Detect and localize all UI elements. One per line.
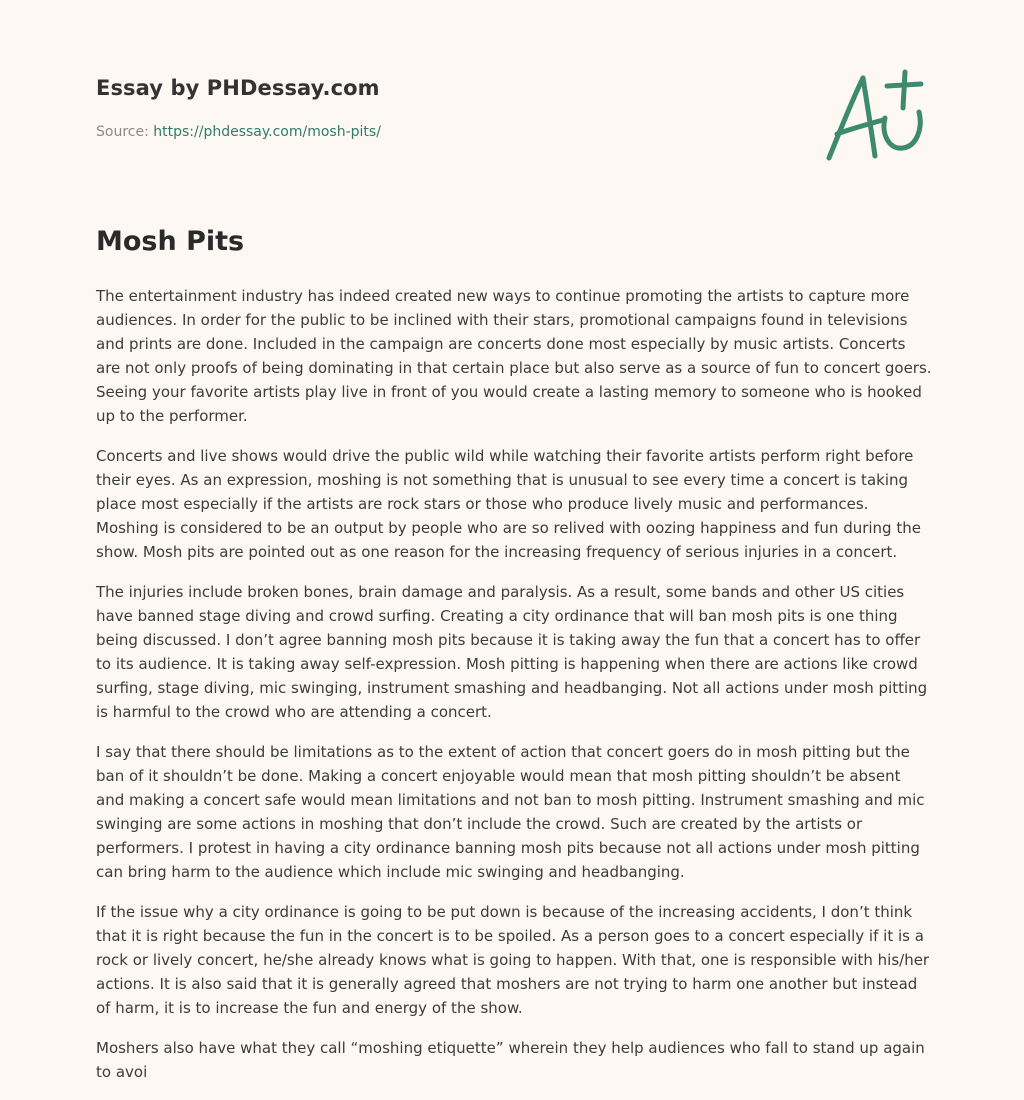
essay-paragraph: I say that there should be limitations as to the extent of action that concert goers do in mosh pitting but the ban of it shouldn’t be done. Making a concert enjoyable would mean that mosh pitting shouldn’t be absent and making a concert safe would mean limitations and not ban to mosh pitting. Instrument smashing and mic swinging are some actions in moshing that don’t include the crowd. Such are created by the artists or performers. I protest in having a city ordinance banning mosh pits because not all actions under mosh pitting can bring harm to the audience which include mic swinging and headbanging. <box>96 743 925 881</box>
source-link[interactable]: https://phdessay.com/mosh-pits/ <box>153 124 381 140</box>
essay-paragraph: If the issue why a city ordinance is going to be put down is because of the increasing accidents, I don’t think that it is right because the fun in the concert is to be spoiled. As a person goes to a concert especially if it is a rock or lively concert, he/she already knows what is going to happen. With that, one is responsible with his/her actions. It is also said that it is generally agreed that moshers are not trying to harm one another but instead of harm, it is to increase the fun and energy of the show. <box>96 903 930 1017</box>
essay-title: Mosh Pits <box>96 226 245 257</box>
essay-paragraph: The injuries include broken bones, brain damage and paralysis. As a result, some bands and other US cities have banned stage diving and crowd surfing. Creating a city ordinance that will ban mosh pits is one thing being discussed. I don’t agree banning mosh pits because it is taking away the fun that a concert has to offer to its audience. It is taking away self-expression. Mosh pitting is happening when there are actions like crowd surfing, stage diving, mic swinging, instrument smashing and headbanging. Not all actions under mosh pitting is harmful to the crowd who are attending a concert. <box>96 583 928 721</box>
essay-paragraph: The entertainment industry has indeed created new ways to continue promoting the artists to capture more audiences. In order for the public to be inclined with their stars, promotional campaigns found in televisions and prints are done. Included in the campaign are concerts done most especially by music artists. Concerts are not only proofs of being dominating in that certain place but also serve as a source of fun to concert goers. Seeing your favorite artists play live in front of you would create a lasting memory to someone who is hooked up to the performer. <box>96 287 932 425</box>
essay-page <box>96 0 932 1081</box>
essay-body <box>96 284 932 1100</box>
essay-paragraph: Moshers also have what they call “moshing etiquette” wherein they help audiences who fall to stand up again to avoi <box>96 1039 925 1081</box>
essay-paragraph: Concerts and live shows would drive the public wild while watching their favorite artists perform right before their eyes. As an expression, moshing is not something that is unusual to see every time a concert is taking place most especially if the artists are rock stars or those who produce lively music and performances. Moshing is considered to be an output by people who are so relived with oozing happiness and fun during the show. Mosh pits are pointed out as one reason for the increasing frequency of serious injuries in a concert. <box>96 447 921 561</box>
source-label: Source: <box>96 124 154 140</box>
source-line <box>96 124 381 140</box>
a-plus-logo-icon <box>823 68 927 164</box>
page-header <box>96 0 932 190</box>
site-title: Essay by PHDessay.com <box>96 76 380 100</box>
